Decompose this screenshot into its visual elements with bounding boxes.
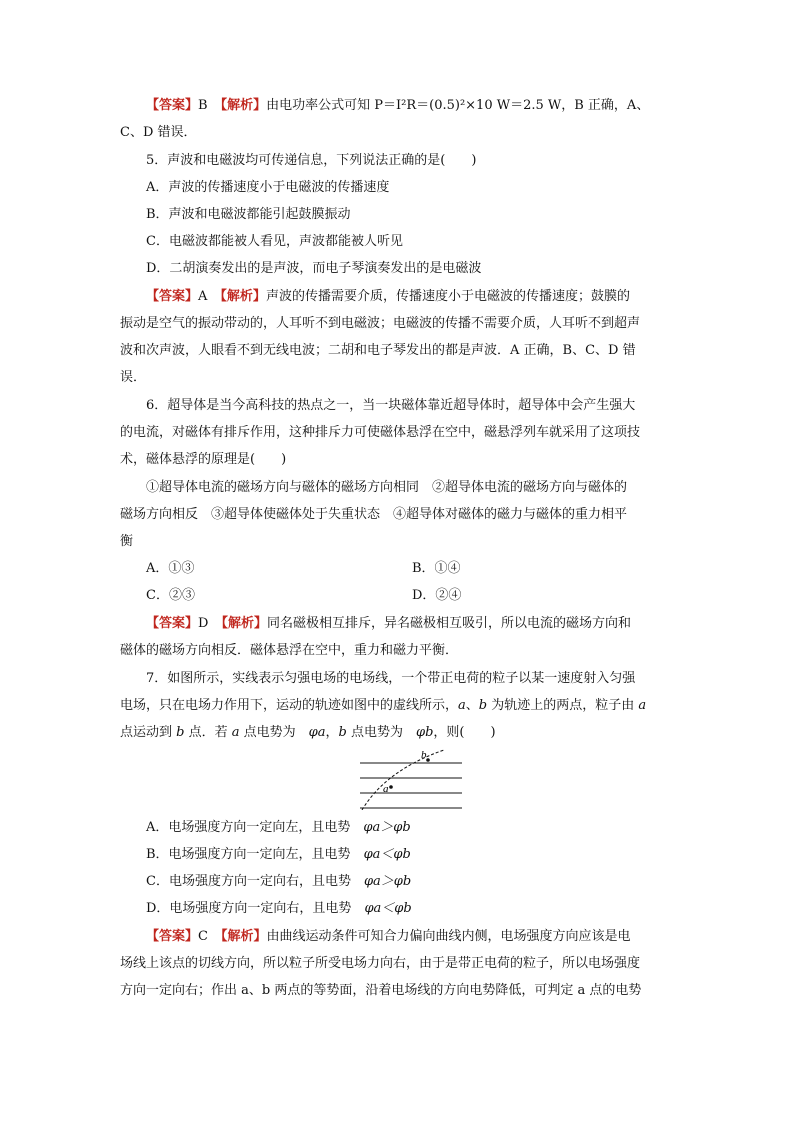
q6-option-d: D．②④ <box>412 588 462 603</box>
point-a-dot <box>389 785 393 789</box>
q5-option-c: C．电磁波都能被人看见，声波都能被人听见 <box>146 234 403 249</box>
q7-stem-line3 <box>120 723 676 743</box>
text-run: ，则( ) <box>433 725 496 740</box>
q7-analysis-line2: 场线上该点的切线方向，所以粒子所受电场力向右，由于是带正电荷的粒子，所以电场强度 <box>120 956 641 971</box>
q6-stem-line2: 的电流，对磁体有排斥作用，这种排斥力可使磁体悬浮在空中，磁悬浮列车就采用了这项技 <box>120 425 641 440</box>
answer-value: D <box>198 616 209 631</box>
analysis-text: 由电功率公式可知 P＝I²R＝(0.5)²×10 W＝2.5 W，B 正确，A、 <box>266 98 650 113</box>
point-a-label: a <box>638 698 647 713</box>
q6-stem-line1: 6．超导体是当今高科技的热点之一，当一块磁体靠近超导体时，超导体中会产生强大 <box>146 398 636 413</box>
point-b-dot <box>426 758 430 762</box>
q5-stem: 5．声波和电磁波均可传递信息，下列说法正确的是( ) <box>146 153 477 168</box>
q6-statements-line2: 磁场方向相反 ③超导体使磁体处于失重状态 ④超导体对磁体的磁力与磁体的重力相平 <box>120 507 628 522</box>
text-run: 点运动到 <box>120 725 177 740</box>
potential-a: φa <box>308 725 326 740</box>
q5-analysis-line3: 波和次声波，人眼看不到无线电波；二胡和电子琴发出的都是声波．A 正确，B、C、D 错 <box>120 343 636 358</box>
q7-option-b <box>146 845 702 865</box>
q7-answer-line <box>146 927 702 947</box>
q5-option-b: B．声波和电磁波都能引起鼓膜振动 <box>146 207 351 222</box>
q6-stem-line3: 术，磁体悬浮的原理是( ) <box>120 452 287 467</box>
q6-statements-line1: ①超导体电流的磁场方向与磁体的磁场方向相同 ②超导体电流的磁场方向与磁体的 <box>146 480 628 495</box>
option-text: D．电场强度方向一定向右，且电势 <box>146 901 365 916</box>
point-b-label: b <box>478 698 488 713</box>
figure-label-b: b <box>421 749 427 761</box>
option-relation: φa＜φb <box>363 847 411 862</box>
point-a-label: a <box>458 698 466 713</box>
point-b-label: b <box>176 725 185 740</box>
trajectory-dashed <box>362 750 444 810</box>
option-relation: φa＞φb <box>363 820 411 835</box>
analysis-tag: 【解析】 <box>220 929 267 944</box>
analysis-text: 同名磁极相互排斥，异名磁极相互吸引，所以电流的磁场方向和 <box>266 616 631 631</box>
text-run: 点．若 <box>184 725 232 740</box>
answer-tag: 【答案】 <box>146 289 199 304</box>
answer-tag: 【答案】 <box>146 98 199 113</box>
q6-option-a: A．①③ <box>146 561 195 576</box>
q5-answer-line <box>146 287 702 307</box>
potential-b: φb <box>415 725 434 740</box>
analysis-text: 由曲线运动条件可知合力偏向曲线内侧，电场强度方向应该是电 <box>266 929 631 944</box>
option-text: A．电场强度方向一定向左，且电势 <box>146 820 364 835</box>
q7-stem-line2 <box>120 696 676 716</box>
text-run: 为轨迹上的两点，粒子由 <box>487 698 639 713</box>
answer-value: C <box>198 929 208 944</box>
text-run: 点电势为 <box>346 725 416 740</box>
analysis-tag: 【解析】 <box>221 616 267 631</box>
point-b-label: b <box>338 725 347 740</box>
answer-value: A <box>198 289 208 304</box>
option-relation: φa＜φb <box>364 901 412 916</box>
q4-answer-line <box>146 96 702 116</box>
q6-analysis-line2: 磁体的磁场方向相反．磁体悬浮在空中，重力和磁力平衡． <box>120 643 459 658</box>
electric-field-figure <box>358 748 464 810</box>
q5-analysis-line2: 振动是空气的振动带动的，人耳听不到电磁波；电磁波的传播不需要介质，人耳听不到超声 <box>120 316 641 331</box>
q6-option-b: B．①④ <box>412 561 461 576</box>
q7-option-d <box>146 899 702 919</box>
option-relation: φa＞φb <box>363 874 412 889</box>
q4-analysis-line2: C、D 错误． <box>120 125 197 140</box>
text-run: 点电势为 <box>239 725 309 740</box>
q7-option-a <box>146 818 702 838</box>
analysis-tag: 【解析】 <box>220 289 266 304</box>
option-text: C．电场强度方向一定向右，且电势 <box>146 874 364 889</box>
q5-option-d: D．二胡演奏发出的是声波，而电子琴演奏发出的是电磁波 <box>146 261 482 276</box>
answer-value: B <box>198 98 208 113</box>
q7-option-c <box>146 872 702 892</box>
point-a-label: a <box>231 725 240 740</box>
q7-stem-line1: 7．如图所示，实线表示匀强电场的电场线，一个带正电荷的粒子以某一速度射入匀强 <box>146 671 636 686</box>
answer-tag: 【答案】 <box>146 929 199 944</box>
text-run: 电场，只在电场力作用下，运动的轨迹如图中的虚线所示， <box>120 698 459 713</box>
q6-option-c: C．②③ <box>146 588 195 603</box>
text-run: ， <box>325 725 339 740</box>
figure-label-a: a <box>383 783 389 795</box>
q7-analysis-line3: 方向一定向右；作出 a、b 两点的等势面，沿着电场线的方向电势降低，可判定 a 点的电势 <box>120 983 642 998</box>
option-text: B．电场强度方向一定向左，且电势 <box>146 847 364 862</box>
answer-tag: 【答案】 <box>146 616 199 631</box>
analysis-tag: 【解析】 <box>220 98 267 113</box>
q6-statements-line3: 衡 <box>120 534 134 549</box>
q6-answer-line <box>146 614 702 634</box>
q5-option-a: A．声波的传播速度小于电磁波的传播速度 <box>146 180 390 195</box>
analysis-text: 声波的传播需要介质，传播速度小于电磁波的传播速度；鼓膜的 <box>265 289 630 304</box>
text-run: 、 <box>465 698 479 713</box>
q5-analysis-line4: 误． <box>120 370 147 385</box>
